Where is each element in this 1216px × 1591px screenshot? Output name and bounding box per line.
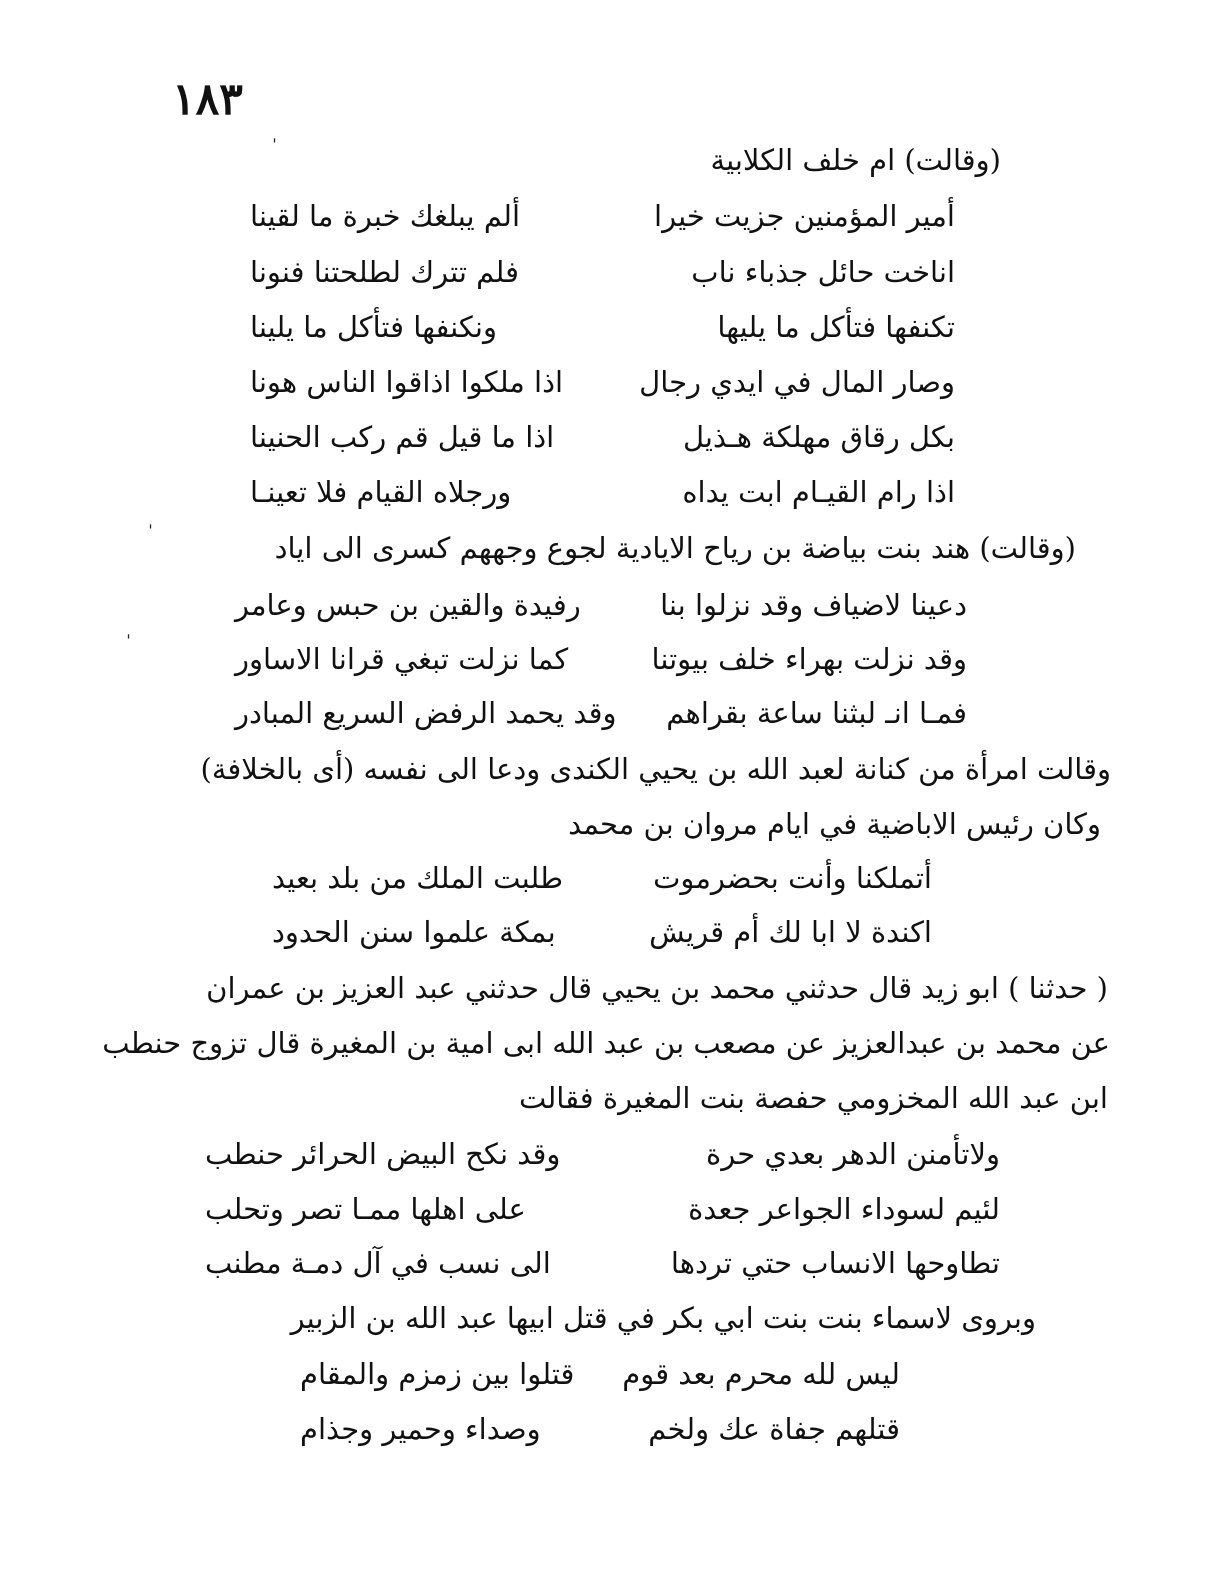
verse-second-hemistich: ونكنفها فتأكل ما يلينا (250, 310, 497, 344)
verse-second-hemistich: طلبت الملك من بلد بعيد (272, 861, 564, 895)
verse-first-hemistich: أمير المؤمنين جزيت خيرا (654, 199, 955, 233)
verse-line (250, 417, 955, 457)
verse-line (250, 307, 955, 347)
prose-line: وكان رئيس الاباضية في ايام مروان بن محمد (568, 807, 1101, 841)
verse-line (250, 472, 955, 512)
verse-first-hemistich: اذا رام القيـام ابت يداه (682, 475, 955, 509)
verse-line (235, 639, 967, 679)
verse-first-hemistich: فمـا انـ لبثنا ساعة بقراهم (666, 696, 967, 730)
verse-first-hemistich: اكندة لا ابا لك أم قريش (649, 915, 932, 949)
prose-line: وقالت امرأة من كنانة لعبد الله بن يحيي الكندى ودعا الى نفسه (أى بالخلافة) (200, 752, 1111, 786)
verse-second-hemistich: وقد يحمد الرفض السريع المبادر (235, 696, 617, 730)
scan-speck: ˈ (272, 136, 277, 157)
verse-second-hemistich: رفيدة والقين بن حبس وعامر (235, 588, 581, 622)
verse-second-hemistich: اذا ما قيل قم ركب الحنينا (250, 420, 555, 454)
verse-line (205, 1243, 1000, 1283)
verse-first-hemistich: تكنفها فتأكل ما يليها (717, 310, 955, 344)
verse-first-hemistich: وقد نزلت بهراء خلف بيوتنا (651, 642, 967, 676)
verse-line (300, 1409, 900, 1449)
verse-line (250, 196, 955, 236)
verse-line (272, 912, 932, 952)
prose-line: ابن عبد الله المخزومي حفصة بنت المغيرة فقالت (518, 1081, 1108, 1115)
verse-first-hemistich: اناخت حائل جذباء ناب (691, 255, 955, 289)
verse-second-hemistich: وصداء وحمير وجذام (300, 1412, 541, 1446)
page-number: ١٨٣ (172, 74, 243, 125)
verse-line (250, 362, 955, 402)
verse-line (272, 858, 932, 898)
verse-second-hemistich: بمكة علموا سنن الحدود (272, 915, 556, 949)
verse-second-hemistich: الى نسب في آل دمـة مطنب (205, 1246, 551, 1280)
verse-first-hemistich: لئيم لسوداء الجواعر جعدة (688, 1192, 1000, 1226)
verse-first-hemistich: بكل رقاق مهلكة هـذيل (682, 420, 955, 454)
verse-second-hemistich: فلم تترك لطلحتنا فنونا (250, 255, 519, 289)
verse-line (250, 252, 955, 292)
verse-line (205, 1134, 1000, 1174)
verse-line (205, 1189, 1000, 1229)
verse-second-hemistich: اذا ملكوا اذاقوا الناس هونا (250, 365, 564, 399)
verse-second-hemistich: ورجلاه القيام فلا تعينـا (250, 475, 512, 509)
prose-line: عن محمد بن عبدالعزيز عن مصعب بن عبد الله ابى امية بن المغيرة قال تزوج حنطب (102, 1026, 1110, 1060)
verse-second-hemistich: على اهلها ممـا تصر وتحلب (205, 1192, 526, 1226)
scan-speck: ˈ (126, 632, 131, 653)
verse-line (300, 1354, 900, 1394)
verse-first-hemistich: دعينا لاضياف وقد نزلوا بنا (660, 588, 967, 622)
prose-line: (وقالت) ام خلف الكلابية (710, 143, 1001, 177)
verse-second-hemistich: قتلوا بين زمزم والمقام (300, 1357, 575, 1391)
prose-line: (وقالت) هند بنت بياضة بن رياح الايادية لجوع وجههم كسرى الى اياد (274, 531, 1076, 565)
verse-second-hemistich: كما نزلت تبغي قرانا الاساور (235, 642, 569, 676)
verse-second-hemistich: ألم يبلغك خبرة ما لقينا (250, 199, 521, 233)
verse-line (235, 693, 967, 733)
verse-first-hemistich: تطاوحها الانساب حتي تردها (670, 1246, 1000, 1280)
verse-first-hemistich: ليس لله محرم بعد قوم (622, 1357, 900, 1391)
verse-second-hemistich: وقد نكح البيض الحرائر حنطب (205, 1137, 561, 1171)
verse-first-hemistich: ولاتأمنن الدهر بعدي حرة (706, 1137, 1000, 1171)
prose-line: ( حدثنا ) ابو زيد قال حدثني محمد بن يحيي قال حدثني عبد العزيز بن عمران (206, 971, 1108, 1005)
verse-first-hemistich: قتلهم جفاة عك ولخم (648, 1412, 900, 1446)
scan-speck: ˈ (148, 522, 153, 543)
verse-line (235, 585, 967, 625)
verse-first-hemistich: وصار المال في ايدي رجال (639, 365, 955, 399)
prose-line: وبروى لاسماء بنت بنت ابي بكر في قتل ابيها عبد الله بن الزبير (290, 1301, 1036, 1335)
verse-first-hemistich: أتملكنا وأنت بحضرموت (653, 861, 932, 895)
